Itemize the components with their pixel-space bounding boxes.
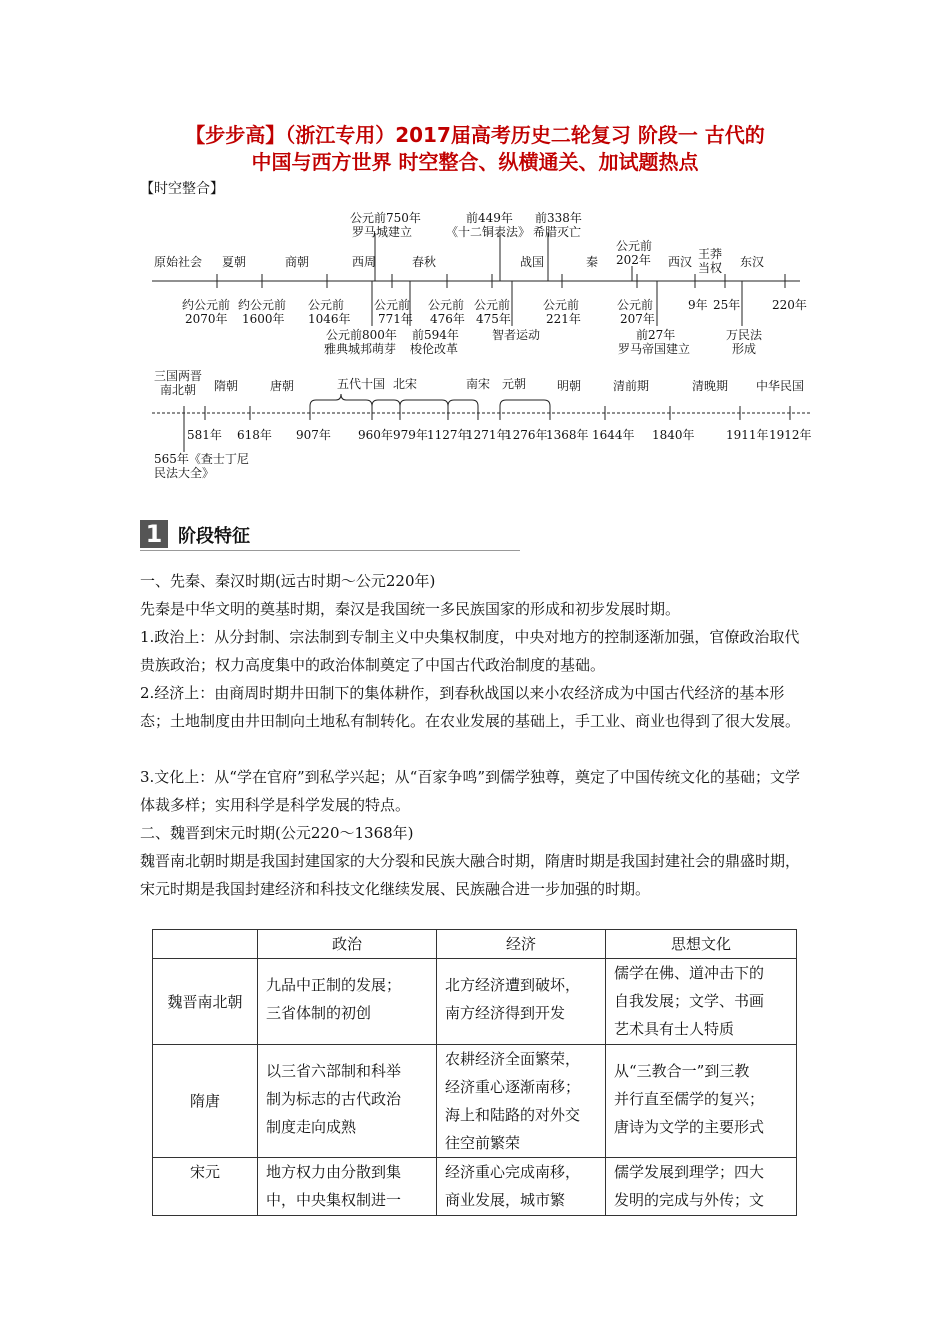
tl1-top-event-3a: 公元前 bbox=[616, 239, 653, 253]
paragraph-2: 魏晋南北朝时期是我国封建国家的大分裂和民族大融合时期，隋唐时期是我国封建社会的鼎盛时期，宋元时期是我国封建经济和科技文化继续发展、民族融合进一步加强的时期。 bbox=[140, 852, 801, 898]
tl2-period-3: 五代十国 bbox=[337, 377, 386, 391]
table-cell-era: 宋元 bbox=[153, 1158, 258, 1216]
table-cell-economy bbox=[437, 1045, 606, 1158]
table-cell-politics bbox=[258, 1045, 437, 1158]
tl1-date-4b: 476年 bbox=[430, 312, 465, 326]
tl2-date-9: 1644年 bbox=[592, 428, 635, 442]
table-cell-culture bbox=[606, 1158, 797, 1216]
table-cell-economy bbox=[437, 1158, 606, 1216]
tl1-period-2: 商朝 bbox=[285, 255, 310, 269]
tl1-bottom-event-3a: 前27年 bbox=[636, 328, 676, 342]
tl1-date-1a: 约公元前 bbox=[238, 298, 287, 312]
tl2-period-0b: 南北朝 bbox=[160, 383, 197, 397]
tl1-period-9: 当权 bbox=[698, 261, 723, 275]
paragraph-economy: 2.经济上：由商周时期井田制下的集体耕作，到春秋战国以来小农经济成为中国古代经济的基本形态；土地制度由井田制向土地私有制转化。在农业发展的基础上，手工业、商业也得到了很大发展。 bbox=[140, 684, 801, 730]
tl2-date-12: 1912年 bbox=[769, 428, 812, 442]
cell-line: 艺术具有士人特质 bbox=[614, 1020, 735, 1038]
tl2-date-1: 618年 bbox=[237, 428, 272, 442]
badge-number: 1 bbox=[140, 520, 168, 548]
period-table bbox=[152, 929, 797, 1216]
tl2-period-8: 清前期 bbox=[613, 379, 650, 393]
cell-line: 经济重心逐渐南移； bbox=[445, 1078, 581, 1096]
tl1-top-event-0a: 公元前750年 bbox=[350, 211, 421, 225]
tl1-date-10: 220年 bbox=[772, 298, 807, 312]
tl1-period-8: 王莽 bbox=[698, 247, 723, 261]
paragraph-heading-2: 二、魏晋到宋元时期(公元220～1368年) bbox=[140, 824, 414, 842]
tl1-date-1b: 1600年 bbox=[242, 312, 285, 326]
tl2-date-2: 907年 bbox=[296, 428, 331, 442]
tl1-bottom-event-0a: 公元前800年 bbox=[326, 328, 397, 342]
cell-line: 九品中正制的发展； bbox=[266, 976, 402, 994]
tl2-event-0b: 民法大全》 bbox=[154, 466, 215, 480]
cell-line: 南方经济得到开发 bbox=[445, 1004, 566, 1022]
cell-line: 北方经济遭到破坏， bbox=[445, 976, 581, 994]
cell-line: 三省体制的初创 bbox=[266, 1004, 372, 1022]
cell-line: 发明的完成与外传；文 bbox=[614, 1191, 765, 1209]
table-row bbox=[153, 959, 797, 1045]
tl1-date-2b: 1046年 bbox=[308, 312, 351, 326]
table-header: 经济 bbox=[437, 930, 606, 959]
cell-line: 并行直至儒学的复兴； bbox=[614, 1090, 765, 1108]
tl1-top-event-2b: 希腊灭亡 bbox=[533, 225, 582, 239]
tl1-bottom-event-4b: 形成 bbox=[732, 342, 757, 356]
cell-line: 海上和陆路的对外交 bbox=[445, 1106, 581, 1124]
tl1-period-4: 春秋 bbox=[412, 255, 437, 269]
tl1-date-6b: 221年 bbox=[546, 312, 581, 326]
tl1-period-6: 秦 bbox=[586, 255, 599, 269]
tl1-bottom-event-2: 智者运动 bbox=[492, 328, 541, 342]
tl1-period-7: 西汉 bbox=[668, 255, 693, 269]
cell-line: 唐诗为文学的主要形式 bbox=[614, 1118, 765, 1136]
tl2-period-7: 明朝 bbox=[557, 379, 582, 393]
cell-line: 中，中央集权制进一 bbox=[266, 1191, 402, 1209]
tl1-period-0: 原始社会 bbox=[154, 255, 203, 269]
table-row bbox=[153, 1045, 797, 1158]
tl2-date-7: 1276年 bbox=[505, 428, 548, 442]
tl1-top-event-0b: 罗马城建立 bbox=[352, 225, 413, 239]
tl1-date-7b: 207年 bbox=[620, 312, 655, 326]
tl1-date-6a: 公元前 bbox=[543, 298, 580, 312]
section-label: 【时空整合】 bbox=[140, 181, 224, 197]
tl1-top-event-1a: 前449年 bbox=[466, 211, 513, 225]
tl2-period-4: 北宋 bbox=[393, 377, 418, 391]
paragraph-politics: 1.政治上：从分封制、宗法制到专制主义中央集权制度，中央对地方的控制逐渐加强，官僚政治取代贵族政治；权力高度集中的政治体制奠定了中国古代政治制度的基础。 bbox=[140, 628, 800, 674]
timeline-figure bbox=[0, 0, 950, 500]
tl1-date-2a: 公元前 bbox=[308, 298, 345, 312]
paragraph-culture: 3.文化上：从“学在官府”到私学兴起；从“百家争鸣”到儒学独尊，奠定了中国传统文化的基础；文学体裁多样；实用科学是科学发展的特点。 bbox=[140, 768, 800, 814]
tl1-bottom-event-4a: 万民法 bbox=[726, 328, 763, 342]
tl1-date-3a: 公元前 bbox=[374, 298, 411, 312]
tl1-bottom-event-1b: 梭伦改革 bbox=[410, 342, 459, 356]
tl1-date-7a: 公元前 bbox=[617, 298, 654, 312]
cell-line: 儒学在佛、道冲击下的 bbox=[614, 964, 765, 982]
badge-underline bbox=[140, 550, 520, 551]
table-cell-era: 魏晋南北朝 bbox=[153, 959, 258, 1045]
tl2-period-2: 唐朝 bbox=[270, 379, 295, 393]
title-line-1: 【步步高】（浙江专用）2017届高考历史二轮复习 阶段一 古代的 bbox=[185, 123, 765, 147]
tl1-date-9: 25年 bbox=[713, 298, 741, 312]
tl1-period-3: 西周 bbox=[352, 255, 377, 269]
cell-line: 制度走向成熟 bbox=[266, 1118, 357, 1136]
tl2-period-9: 清晚期 bbox=[692, 379, 729, 393]
paragraph-1: 先秦是中华文明的奠基时期，秦汉是我国统一多民族国家的形成和初步发展时期。 bbox=[140, 600, 681, 618]
tl2-date-10: 1840年 bbox=[652, 428, 695, 442]
table-header: 思想文化 bbox=[606, 930, 797, 959]
tl1-date-8: 9年 bbox=[688, 298, 708, 312]
table-header-row bbox=[153, 930, 797, 959]
table-cell-politics bbox=[258, 1158, 437, 1216]
table-row bbox=[153, 1158, 797, 1216]
badge-text: 阶段特征 bbox=[178, 526, 250, 547]
tl2-date-4: 979年 bbox=[393, 428, 428, 442]
table-cell-politics bbox=[258, 959, 437, 1045]
cell-line: 制为标志的古代政治 bbox=[266, 1090, 402, 1108]
cell-line: 以三省六部制和科举 bbox=[266, 1062, 402, 1080]
tl2-date-6: 1271年 bbox=[466, 428, 509, 442]
table-header bbox=[153, 930, 258, 959]
tl2-period-6: 元朝 bbox=[502, 377, 527, 391]
tl1-date-3b: 771年 bbox=[378, 312, 413, 326]
cell-line: 农耕经济全面繁荣， bbox=[445, 1050, 581, 1068]
cell-line: 地方权力由分散到集 bbox=[266, 1163, 402, 1181]
tl1-period-5: 战国 bbox=[520, 255, 545, 269]
tl2-date-3: 960年 bbox=[358, 428, 393, 442]
tl1-date-4a: 公元前 bbox=[428, 298, 465, 312]
cell-line: 经济重心完成南移， bbox=[445, 1163, 581, 1181]
tl2-period-0a: 三国两晋 bbox=[154, 369, 203, 383]
section-badge bbox=[140, 520, 520, 550]
tl1-date-0a: 约公元前 bbox=[182, 298, 231, 312]
tl1-bottom-event-0b: 雅典城邦萌芽 bbox=[324, 342, 397, 356]
paragraph-heading-1: 一、先秦、秦汉时期(远古时期～公元220年) bbox=[140, 572, 436, 590]
tl1-top-event-3b: 202年 bbox=[616, 253, 651, 267]
table-cell-era: 隋唐 bbox=[153, 1045, 258, 1158]
tl2-date-5: 1127年 bbox=[427, 428, 470, 442]
tl1-bottom-event-3b: 罗马帝国建立 bbox=[618, 342, 691, 356]
cell-line: 从“三教合一”到三教 bbox=[614, 1062, 750, 1080]
tl1-period-1: 夏朝 bbox=[222, 255, 247, 269]
tl2-period-5: 南宋 bbox=[466, 377, 491, 391]
tl1-date-0b: 2070年 bbox=[185, 312, 228, 326]
cell-line: 儒学发展到理学；四大 bbox=[614, 1163, 765, 1181]
title-line-2: 中国与西方世界 时空整合、纵横通关、加试题热点 bbox=[251, 150, 699, 174]
tl2-event-0a: 565年《查士丁尼 bbox=[154, 452, 249, 466]
tl1-date-5a: 公元前 bbox=[474, 298, 511, 312]
tl2-period-10: 中华民国 bbox=[756, 379, 805, 393]
tl2-date-8: 1368年 bbox=[546, 428, 589, 442]
tl2-date-11: 1911年 bbox=[726, 428, 769, 442]
cell-line: 往空前繁荣 bbox=[445, 1134, 521, 1152]
tl2-date-0: 581年 bbox=[187, 428, 222, 442]
tl1-period-10: 东汉 bbox=[740, 255, 765, 269]
tl1-top-event-2a: 前338年 bbox=[535, 211, 582, 225]
table-cell-culture bbox=[606, 1045, 797, 1158]
cell-line: 商业发展，城市繁 bbox=[445, 1191, 566, 1209]
tl1-date-5b: 475年 bbox=[476, 312, 511, 326]
tl2-period-1: 隋朝 bbox=[214, 379, 239, 393]
table-cell-economy bbox=[437, 959, 606, 1045]
table-header: 政治 bbox=[258, 930, 437, 959]
tl1-top-event-1b: 《十二铜表法》 bbox=[446, 225, 531, 239]
cell-line: 自我发展；文学、书画 bbox=[614, 992, 765, 1010]
table-cell-culture bbox=[606, 959, 797, 1045]
tl1-bottom-event-1a: 前594年 bbox=[412, 328, 459, 342]
